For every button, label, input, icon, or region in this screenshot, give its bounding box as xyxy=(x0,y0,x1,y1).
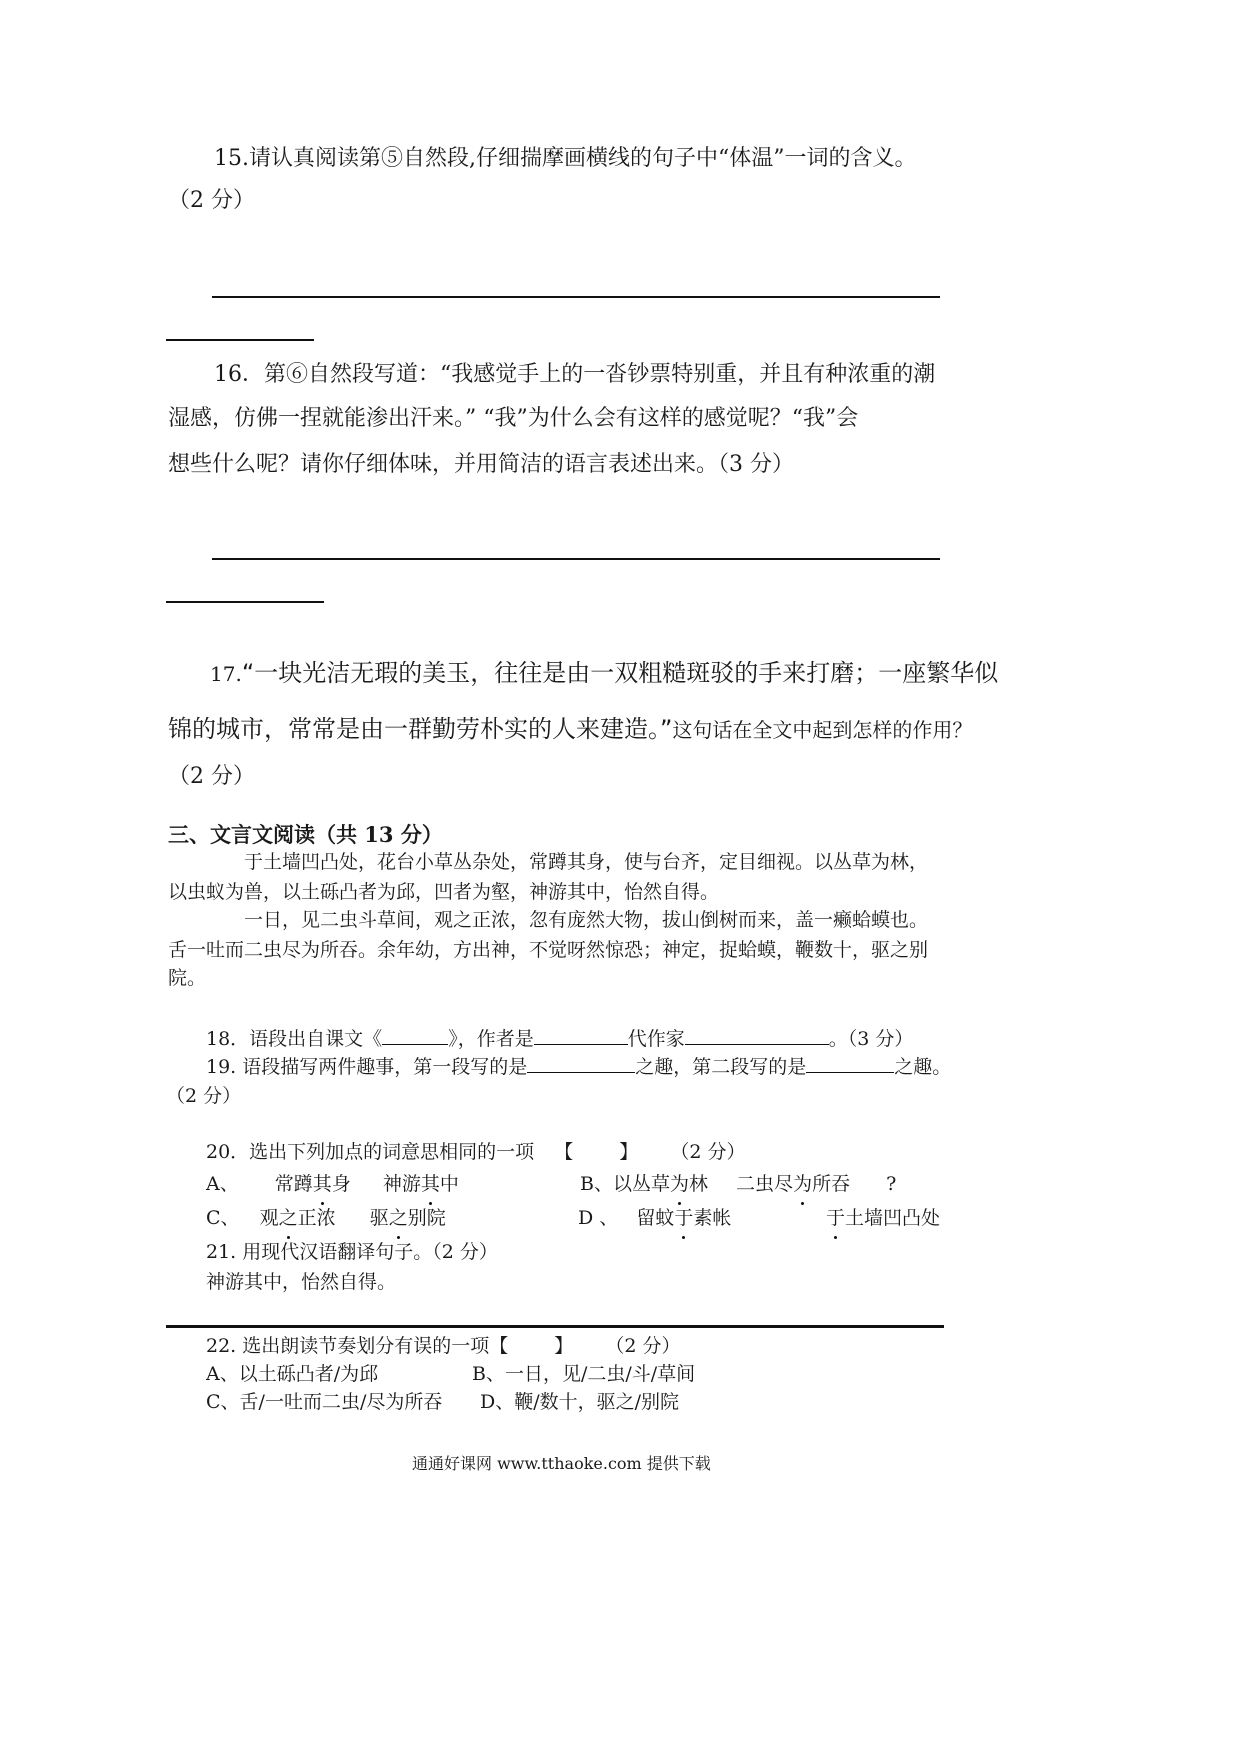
option-a-phrase-1 xyxy=(275,1173,351,1195)
option-c-label: C、 xyxy=(206,1207,240,1229)
bracket-close: 】 xyxy=(619,1141,639,1163)
option-b-phrase-2 xyxy=(736,1173,850,1195)
phrase-text: 所吞 xyxy=(812,1173,851,1195)
q17-number: 17. xyxy=(210,662,242,686)
question-mark: ? xyxy=(886,1173,897,1195)
q18-text-a: 18．语段出自课文《 xyxy=(206,1028,383,1050)
q16-answer-line-2 xyxy=(166,601,324,603)
phrase-text: 神游 xyxy=(382,1173,421,1195)
q22-option-b: B、一日，见/二虫/斗/草间 xyxy=(472,1363,696,1385)
q18-text-b: 》，作者是 xyxy=(448,1028,534,1050)
q19 xyxy=(206,1052,951,1081)
dotted-char: 于 xyxy=(826,1204,845,1232)
q20-answer-bracket[interactable] xyxy=(554,1138,638,1166)
phrase-text: 正浓 xyxy=(297,1207,336,1229)
q18-blank-title[interactable] xyxy=(382,1024,448,1045)
phrase-text: 中 xyxy=(439,1173,459,1195)
dotted-char: 为 xyxy=(793,1170,812,1198)
phrase-text: 驱 xyxy=(369,1207,389,1229)
phrase-text: 素帐 xyxy=(693,1207,732,1229)
phrase-text: 身 xyxy=(331,1173,351,1195)
q21-answer-line xyxy=(166,1325,944,1328)
q17-score: （2 分） xyxy=(168,764,255,789)
phrase-text: 二虫尽 xyxy=(736,1173,794,1195)
bracket-open: 【 xyxy=(489,1335,509,1357)
bracket-open: 【 xyxy=(554,1141,574,1163)
q17-line2 xyxy=(168,712,972,747)
q20-option-d-phrase-2 xyxy=(826,1204,940,1232)
passage-para2-line3: 院。 xyxy=(168,967,207,989)
option-c-phrase-2 xyxy=(370,1207,446,1229)
q22-option-c: C、舌/一吐而二虫/尽为所吞 xyxy=(206,1391,443,1413)
option-a-label: A、 xyxy=(206,1173,239,1195)
dotted-char: 之 xyxy=(389,1204,408,1232)
dotted-char: 其 xyxy=(421,1170,440,1198)
phrase-text: 留蚊 xyxy=(636,1207,675,1229)
q20-option-d xyxy=(578,1204,731,1232)
passage-para1-line1: 于土墙凹凸处，花台小草丛杂处，常蹲其身，使与台齐，定目细视。以丛草为林， xyxy=(244,851,929,873)
q20-stem: 20．选出下列加点的词意思相同的一项 xyxy=(206,1141,535,1163)
section3-heading: 三、文言文阅读（共 13 分） xyxy=(168,822,443,847)
dotted-char: 于 xyxy=(674,1204,693,1232)
q18 xyxy=(206,1024,913,1053)
q18-text-c: 代作家 xyxy=(627,1028,685,1050)
q19-blank-second[interactable] xyxy=(806,1052,894,1073)
q20-score: （2 分） xyxy=(670,1141,746,1163)
q22-stem: 22. 选出朗读节奏划分有误的一项 xyxy=(206,1335,490,1357)
passage-para2-line1: 一日，见二虫斗草间，观之正浓，忽有庞然大物，拔山倒树而来，盖一癞蛤蟆也。 xyxy=(244,909,929,931)
phrase-text: 土墙凹凸处 xyxy=(845,1207,941,1229)
q16-line1: 16．第⑥自然段写道：“我感觉手上的一沓钞票特别重，并且有种浓重的潮 xyxy=(214,362,936,387)
phrase-text: 林 xyxy=(688,1173,708,1195)
q20-option-c xyxy=(206,1204,446,1232)
q19-blank-first[interactable] xyxy=(527,1052,635,1073)
q20-stem-line xyxy=(206,1138,745,1166)
q21-stem: 21. 用现代汉语翻译句子。（2 分） xyxy=(206,1241,498,1263)
phrase-text: 常蹲 xyxy=(274,1173,313,1195)
q20-option-a xyxy=(206,1170,459,1198)
q15-answer-line-2 xyxy=(166,339,314,341)
q19-text-c: 之趣。 xyxy=(894,1056,952,1078)
phrase-text: 观 xyxy=(259,1207,279,1229)
q16-line3: 想些什么呢？请你仔细体味，并用简洁的语言表述出来。（3 分） xyxy=(168,452,794,477)
q22-option-d: D、鞭/数十，驱之/别院 xyxy=(480,1391,680,1413)
option-d-label: D 、 xyxy=(578,1207,619,1229)
option-b-label: B、以丛草 xyxy=(580,1173,670,1195)
option-d-phrase-1 xyxy=(636,1207,731,1229)
dotted-char: 其 xyxy=(313,1170,332,1198)
q21-sentence: 神游其中，怡然自得。 xyxy=(206,1271,397,1293)
q16-answer-line-1 xyxy=(212,558,940,560)
passage-para2-line2: 舌一吐而二虫尽为所吞。余年幼，方出神，不觉呀然惊恐；神定，捉蛤蟆，鞭数十，驱之别 xyxy=(168,939,929,961)
dotted-char: 之 xyxy=(279,1204,298,1232)
q18-blank-dynasty[interactable] xyxy=(534,1024,628,1045)
bracket-close: 】 xyxy=(554,1335,574,1357)
passage-para1-line2: 以虫蚁为兽，以土砾凸者为邱，凹者为壑，神游其中，怡然自得。 xyxy=(168,881,720,903)
q17-line1 xyxy=(210,656,998,691)
q17-quote-line1: “一块光洁无瑕的美玉，往往是由一双粗糙斑驳的手来打磨；一座繁华似 xyxy=(241,659,999,687)
q18-blank-author[interactable] xyxy=(685,1024,829,1045)
option-c-phrase-1 xyxy=(260,1207,336,1229)
q19-score: （2 分） xyxy=(166,1085,242,1107)
q15-line2: （2 分） xyxy=(168,188,255,213)
dotted-char: 为 xyxy=(670,1170,689,1198)
q19-text-a: 19. 语段描写两件趣事，第一段写的是 xyxy=(206,1056,528,1078)
q17-question: 这句话在全文中起到怎样的作用？ xyxy=(672,718,973,742)
q15-answer-line-1 xyxy=(212,296,940,298)
q20-option-b xyxy=(580,1170,896,1198)
option-a-phrase-2 xyxy=(383,1173,459,1195)
footer-source: 通通好课网 www.tthaoke.com 提供下载 xyxy=(412,1454,711,1473)
q15-line1: 15.请认真阅读第⑤自然段,仔细揣摩画横线的句子中“体温”一词的含义。 xyxy=(214,146,917,171)
phrase-text: 别院 xyxy=(407,1207,446,1229)
q22-score: （2 分） xyxy=(605,1335,681,1357)
q22-option-a: A、以土砾凸者/为邱 xyxy=(206,1363,379,1385)
q22-answer-bracket[interactable] xyxy=(489,1332,573,1360)
q19-text-b: 之趣，第二段写的是 xyxy=(635,1056,807,1078)
q17-quote-line2: 锦的城市，常常是由一群勤劳朴实的人来建造。” xyxy=(168,715,673,743)
q22-stem-line xyxy=(206,1332,680,1360)
q16-line2: 湿感，仿佛一捏就能渗出汗来。” “我”为什么会有这样的感觉呢？“我”会 xyxy=(168,406,859,431)
q18-text-d: 。（3 分） xyxy=(828,1028,914,1050)
